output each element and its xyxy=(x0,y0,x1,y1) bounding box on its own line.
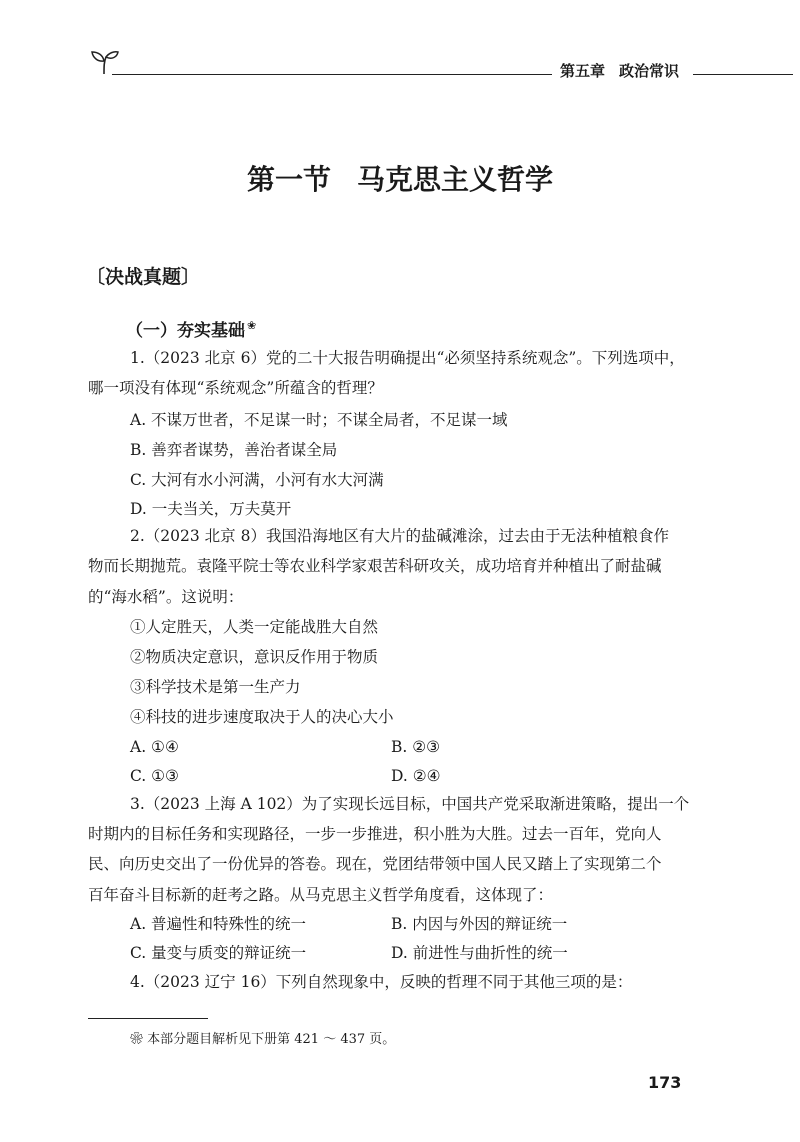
q1-stem-line1: 1.（2023 北京 6）党的二十大报告明确提出“必须坚持系统观念”。下列选项中， xyxy=(130,349,685,367)
sprout-icon xyxy=(88,44,120,76)
q3-stem-line3: 民、向历史交出了一份优异的答卷。现在，党团结带领中国人民又踏上了实现第二个 xyxy=(88,855,662,873)
section-name: 马克思主义哲学 xyxy=(357,163,554,196)
q2-item-2: ②物质决定意识，意识反作用于物质 xyxy=(130,648,379,666)
q1-option-d: D. 一夫当关，万夫莫开 xyxy=(130,500,292,518)
q1-option-c: C. 大河有水小河满，小河有水大河满 xyxy=(130,471,384,489)
q3-option-c: C. 量变与质变的辩证统一 xyxy=(130,944,307,962)
q3-option-b: B. 内因与外因的辩证统一 xyxy=(391,915,568,933)
header-rule-right xyxy=(693,74,793,75)
q2-option-b: B. ②③ xyxy=(391,738,441,756)
footnote: ❀ 本部分题目解析见下册第 421 ～ 437 页。 xyxy=(130,1032,396,1047)
page-number: 173 xyxy=(648,1073,682,1092)
footnote-mark-icon: ❀ xyxy=(247,319,257,333)
sub-title-text: （一）夯实基础 xyxy=(126,321,245,341)
q2-option-d: D. ②④ xyxy=(391,767,441,785)
q2-option-c: C. ①③ xyxy=(130,767,179,785)
q3-stem-line4: 百年奋斗目标新的赶考之路。从马克思主义哲学角度看，这体现了： xyxy=(88,886,554,904)
part-title: 〔决战真题〕 xyxy=(86,266,201,288)
chapter-title: 政治常识 xyxy=(619,62,680,80)
footnote-rule xyxy=(88,1018,208,1019)
q2-option-a: A. ①④ xyxy=(130,738,179,756)
section-number: 第一节 xyxy=(246,163,331,196)
q4-stem-line1: 4.（2023 辽宁 16）下列自然现象中，反映的哲理不同于其他三项的是： xyxy=(130,973,633,991)
q3-stem-line2: 时期内的目标任务和实现路径，一步一步推进，积小胜为大胜。过去一百年，党向人 xyxy=(88,825,662,843)
q3-option-d: D. 前进性与曲折性的统一 xyxy=(391,944,568,962)
section-title xyxy=(0,158,800,198)
q2-item-4: ④科技的进步速度取决于人的决心大小 xyxy=(130,708,394,726)
sub-title xyxy=(126,316,256,341)
q3-option-a: A. 普遍性和特殊性的统一 xyxy=(130,915,307,933)
q1-option-b: B. 善弈者谋势，善治者谋全局 xyxy=(130,441,338,459)
q3-stem-line1: 3.（2023 上海 A 102）为了实现长远目标，中国共产党采取渐进策略，提出一个 xyxy=(130,795,690,813)
q2-item-1: ①人定胜天，人类一定能战胜大自然 xyxy=(130,618,379,636)
q1-option-a: A. 不谋万世者，不足谋一时；不谋全局者，不足谋一域 xyxy=(130,411,508,429)
running-header xyxy=(560,60,679,81)
header-rule-left xyxy=(112,74,552,75)
q1-stem-line2: 哪一项没有体现“系统观念”所蕴含的哲理？ xyxy=(88,379,383,397)
q2-stem-line2: 物而长期抛荒。袁隆平院士等农业科学家艰苦科研攻关，成功培育并种植出了耐盐碱 xyxy=(88,557,662,575)
q2-item-3: ③科学技术是第一生产力 xyxy=(130,678,301,696)
chapter-number: 第五章 xyxy=(560,62,606,80)
q2-stem-line1: 2.（2023 北京 8）我国沿海地区有大片的盐碱滩涂，过去由于无法种植粮食作 xyxy=(130,527,669,545)
q2-stem-line3: 的“海水稻”。这说明： xyxy=(88,588,244,606)
